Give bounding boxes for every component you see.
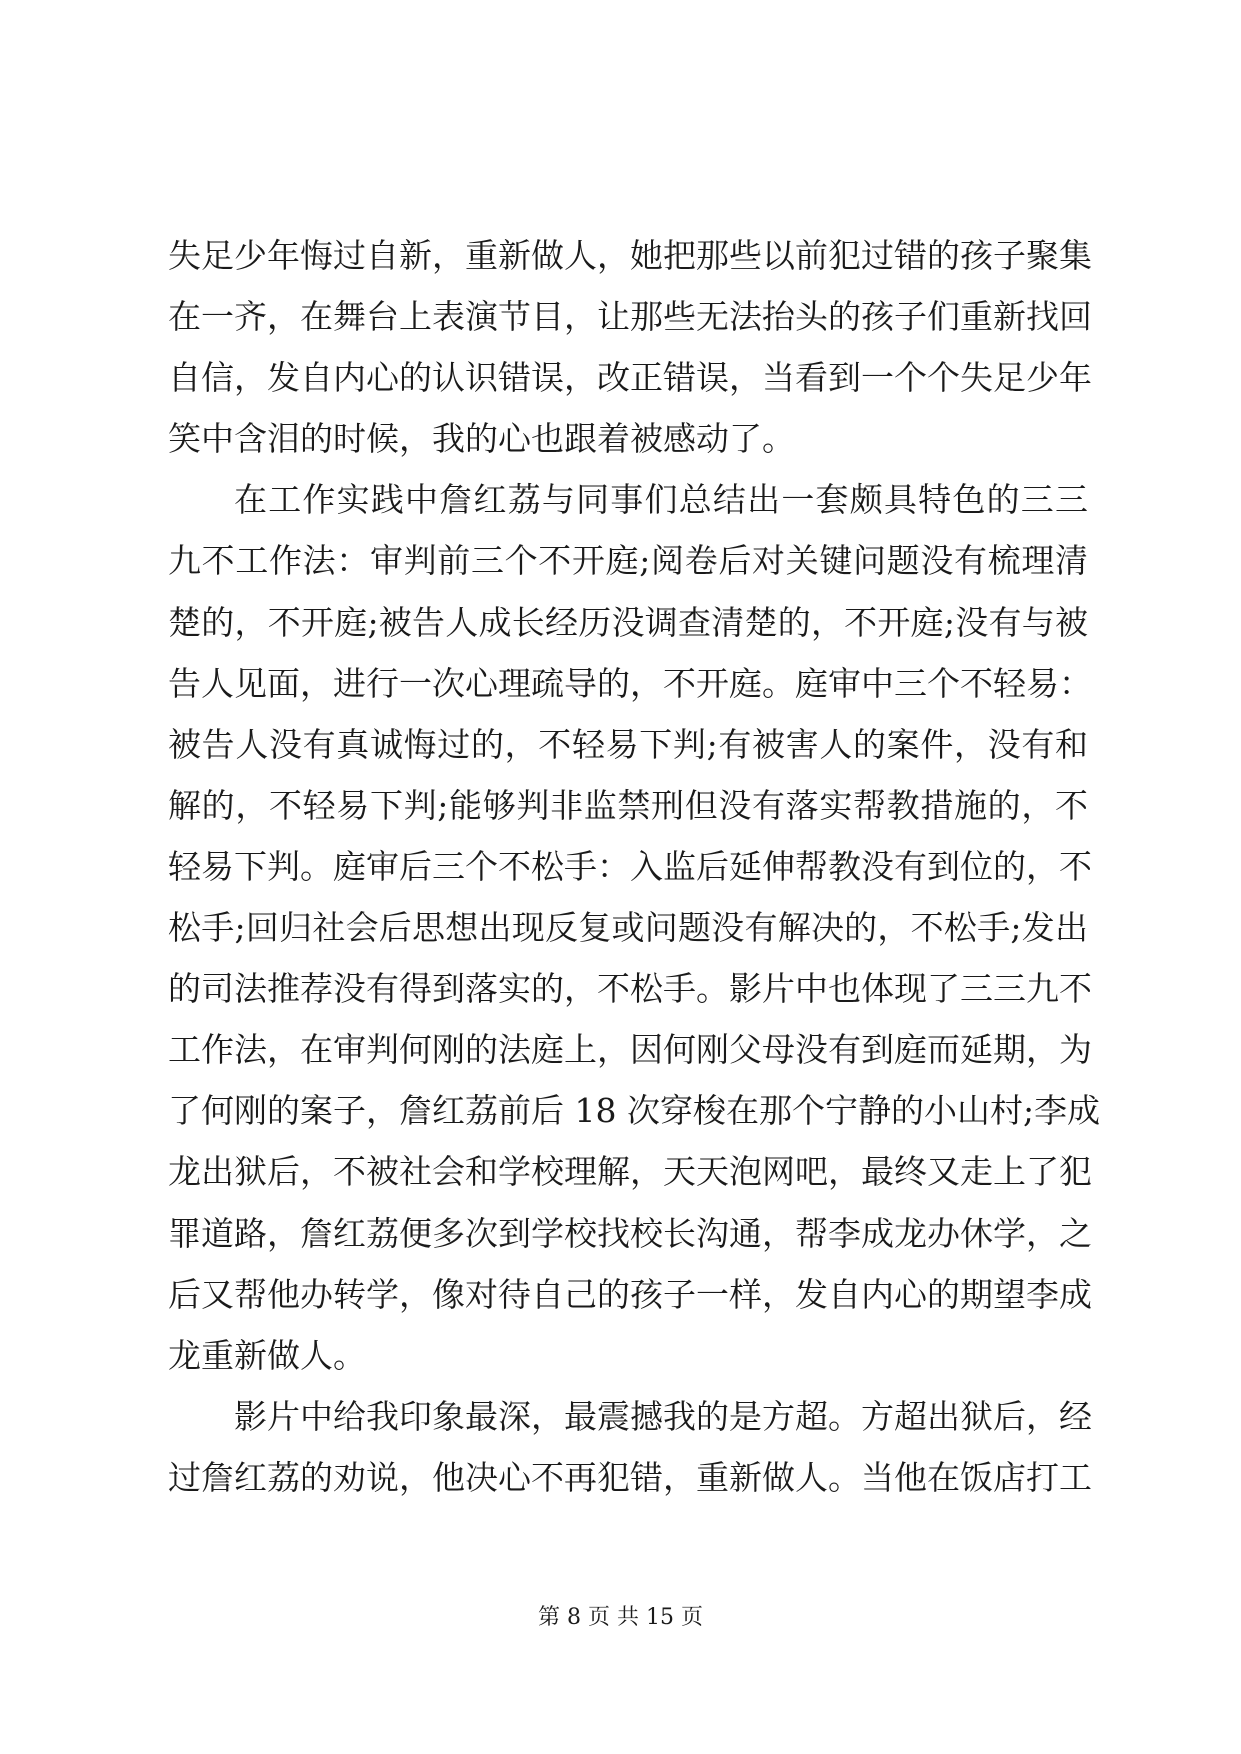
text-line: 告人见面，进行一次心理疏导的，不开庭。庭审中三个不轻易： [168,663,1092,703]
page-number-footer: 第 8 页 共 15 页 [538,1605,703,1630]
text-line: 在一齐，在舞台上表演节目，让那些无法抬头的孩子们重新找回 [168,297,1092,337]
text-line: 龙重新做人。 [168,1335,366,1375]
text-line: 失足少年悔过自新，重新做人，她把那些以前犯过错的孩子聚集 [168,236,1092,275]
text-line: 罪道路，詹红荔便多次到学校找校长沟通，帮李成龙办休学，之 [168,1213,1092,1253]
text-line: 九不工作法：审判前三个不开庭;阅卷后对关键问题没有梳理清 [168,541,1088,581]
text-line: 影片中给我印象最深，最震撼我的是方超。方超出狱后，经 [234,1396,1092,1436]
text-line: 被告人没有真诚悔过的，不轻易下判;有被害人的案件，没有和 [168,724,1088,764]
text-line: 龙出狱后，不被社会和学校理解，天天泡网吧，最终又走上了犯 [168,1152,1092,1192]
text-line: 过詹红荔的劝说，他决心不再犯错，重新做人。当他在饭店打工 [168,1457,1092,1497]
text-line: 工作法，在审判何刚的法庭上，因何刚父母没有到庭而延期，为 [168,1030,1092,1070]
text-line: 笑中含泪的时候，我的心也跟着被感动了。 [168,419,795,459]
text-line: 楚的，不开庭;被告人成长经历没调查清楚的，不开庭;没有与被 [168,602,1088,642]
text-line: 松手;回归社会后思想出现反复或问题没有解决的，不松手;发出 [168,908,1088,948]
text-line: 轻易下判。庭审后三个不松手：入监后延伸帮教没有到位的，不 [168,846,1092,886]
text-line: 的司法推荐没有得到落实的，不松手。影片中也体现了三三九不 [168,969,1092,1009]
text-line: 了何刚的案子，詹红荔前后 18 次穿梭在那个宁静的小山村;李成 [168,1091,1101,1131]
document-body [168,225,1101,1508]
text-line: 后又帮他办转学，像对待自己的孩子一样，发自内心的期望李成 [168,1274,1092,1314]
text-line: 解的，不轻易下判;能够判非监禁刑但没有落实帮教措施的，不 [168,785,1088,825]
text-line: 在工作实践中詹红荔与同事们总结出一套颇具特色的三三 [234,480,1088,520]
text-line: 自信，发自内心的认识错误，改正错误，当看到一个个失足少年 [168,358,1092,398]
